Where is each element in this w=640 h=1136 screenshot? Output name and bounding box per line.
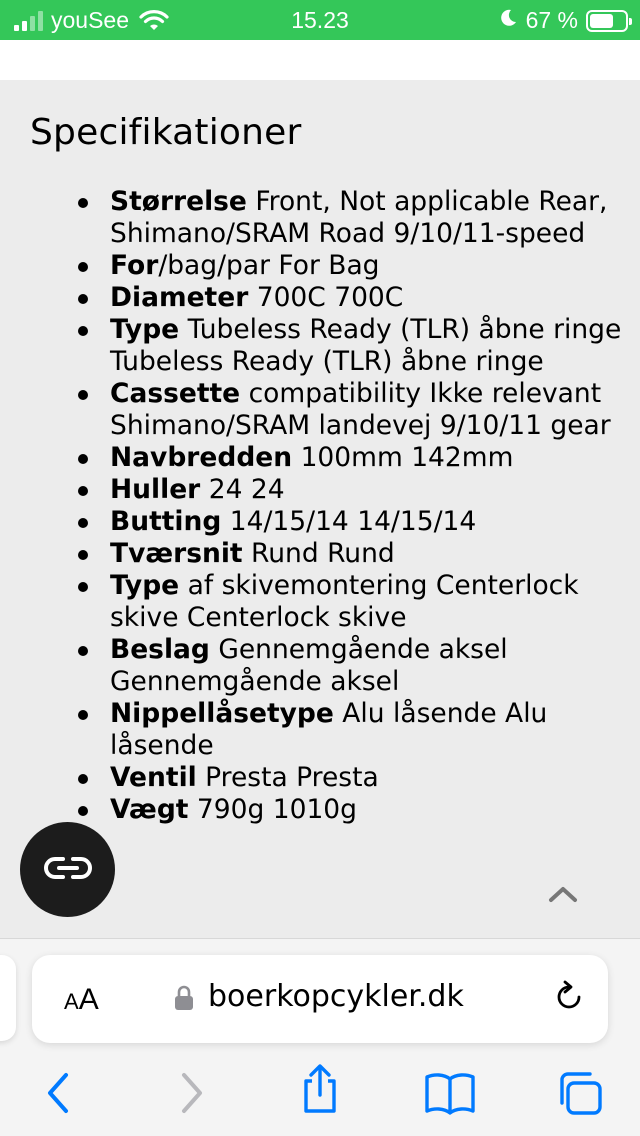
spec-item bbox=[110, 634, 630, 698]
tabs-icon[interactable] bbox=[556, 1071, 604, 1121]
spec-value: 790g 1010g bbox=[196, 794, 357, 825]
spec-label: Beslag bbox=[110, 634, 210, 665]
spec-value: Gennemgående aksel Gennemgående aksel bbox=[110, 634, 508, 697]
spec-item bbox=[110, 698, 630, 762]
carrier-name: youSee bbox=[51, 7, 130, 33]
spec-item bbox=[110, 762, 630, 794]
chevron-up-icon bbox=[548, 884, 578, 904]
battery-icon bbox=[586, 10, 628, 32]
moon-icon bbox=[498, 7, 518, 34]
spec-value: Rund Rund bbox=[251, 538, 395, 569]
previous-tab-preview[interactable] bbox=[0, 955, 16, 1041]
spec-label: Type bbox=[110, 570, 180, 601]
spec-label: Ventil bbox=[110, 762, 197, 793]
spec-item bbox=[110, 186, 630, 250]
spec-value: Front, Not applicable Rear, Shimano/SRAM Road 9/10/11-speed bbox=[110, 186, 608, 249]
back-icon[interactable] bbox=[42, 1071, 74, 1119]
spec-value: af skivemontering Centerlock skive Centerlock skive bbox=[110, 570, 579, 633]
spec-item bbox=[110, 442, 630, 474]
spec-label: Nippellåsetype bbox=[110, 698, 334, 729]
address-bar[interactable] bbox=[32, 955, 608, 1043]
spec-value: compatibility Ikke relevant Shimano/SRAM landevej 9/10/11 gear bbox=[110, 378, 611, 441]
share-icon[interactable] bbox=[298, 1063, 342, 1119]
forward-icon[interactable] bbox=[176, 1071, 208, 1119]
spec-label: For bbox=[110, 250, 159, 281]
spec-label: Diameter bbox=[110, 282, 249, 313]
spec-label: Tværsnit bbox=[110, 538, 243, 569]
reload-icon[interactable] bbox=[552, 979, 586, 1019]
link-icon bbox=[43, 855, 93, 885]
spec-label: Type bbox=[110, 314, 180, 345]
spec-item bbox=[110, 538, 630, 570]
spec-item bbox=[110, 378, 630, 442]
spec-item bbox=[110, 570, 630, 634]
spec-label: Butting bbox=[110, 506, 222, 537]
url-domain[interactable]: boerkopcykler.dk bbox=[208, 979, 464, 1014]
spec-label: Huller bbox=[110, 474, 201, 505]
spec-value: Alu låsende Alu låsende bbox=[110, 698, 548, 761]
spec-label: Vægt bbox=[110, 794, 189, 825]
bookmarks-icon[interactable] bbox=[424, 1071, 476, 1119]
battery-percentage: 67 % bbox=[525, 7, 578, 33]
browser-bottom-bar bbox=[0, 938, 640, 1136]
spec-value: Tubeless Ready (TLR) åbne ringe Tubeless Ready (TLR) åbne ringe bbox=[110, 314, 622, 377]
spec-item bbox=[110, 314, 630, 378]
spec-value: 14/15/14 14/15/14 bbox=[229, 506, 477, 537]
spec-label: Cassette bbox=[110, 378, 241, 409]
spec-value: 700C 700C bbox=[256, 282, 404, 313]
page-header-strip bbox=[0, 40, 640, 80]
spec-item bbox=[110, 250, 630, 282]
status-bar bbox=[0, 0, 640, 40]
scroll-to-top-button[interactable] bbox=[548, 884, 578, 904]
spec-value: /bag/par For Bag bbox=[158, 250, 380, 281]
spec-value: 100mm 142mm bbox=[300, 442, 514, 473]
lock-icon bbox=[174, 985, 194, 1015]
spec-item bbox=[110, 282, 630, 314]
page-settings-button[interactable]: AA bbox=[64, 983, 99, 1016]
spec-value: 24 24 bbox=[208, 474, 285, 505]
page-content[interactable] bbox=[0, 80, 640, 938]
browser-toolbar bbox=[0, 1067, 640, 1127]
spec-label: Størrelse bbox=[110, 186, 247, 217]
specifications-list bbox=[110, 186, 630, 826]
floating-link-button[interactable] bbox=[20, 822, 115, 917]
spec-label: Navbredden bbox=[110, 442, 293, 473]
spec-item bbox=[110, 474, 630, 506]
spec-value: Presta Presta bbox=[205, 762, 379, 793]
clock: 15.23 bbox=[291, 7, 349, 33]
spec-item bbox=[110, 506, 630, 538]
spec-item bbox=[110, 794, 630, 826]
specifications-heading: Specifikationer bbox=[30, 112, 302, 153]
